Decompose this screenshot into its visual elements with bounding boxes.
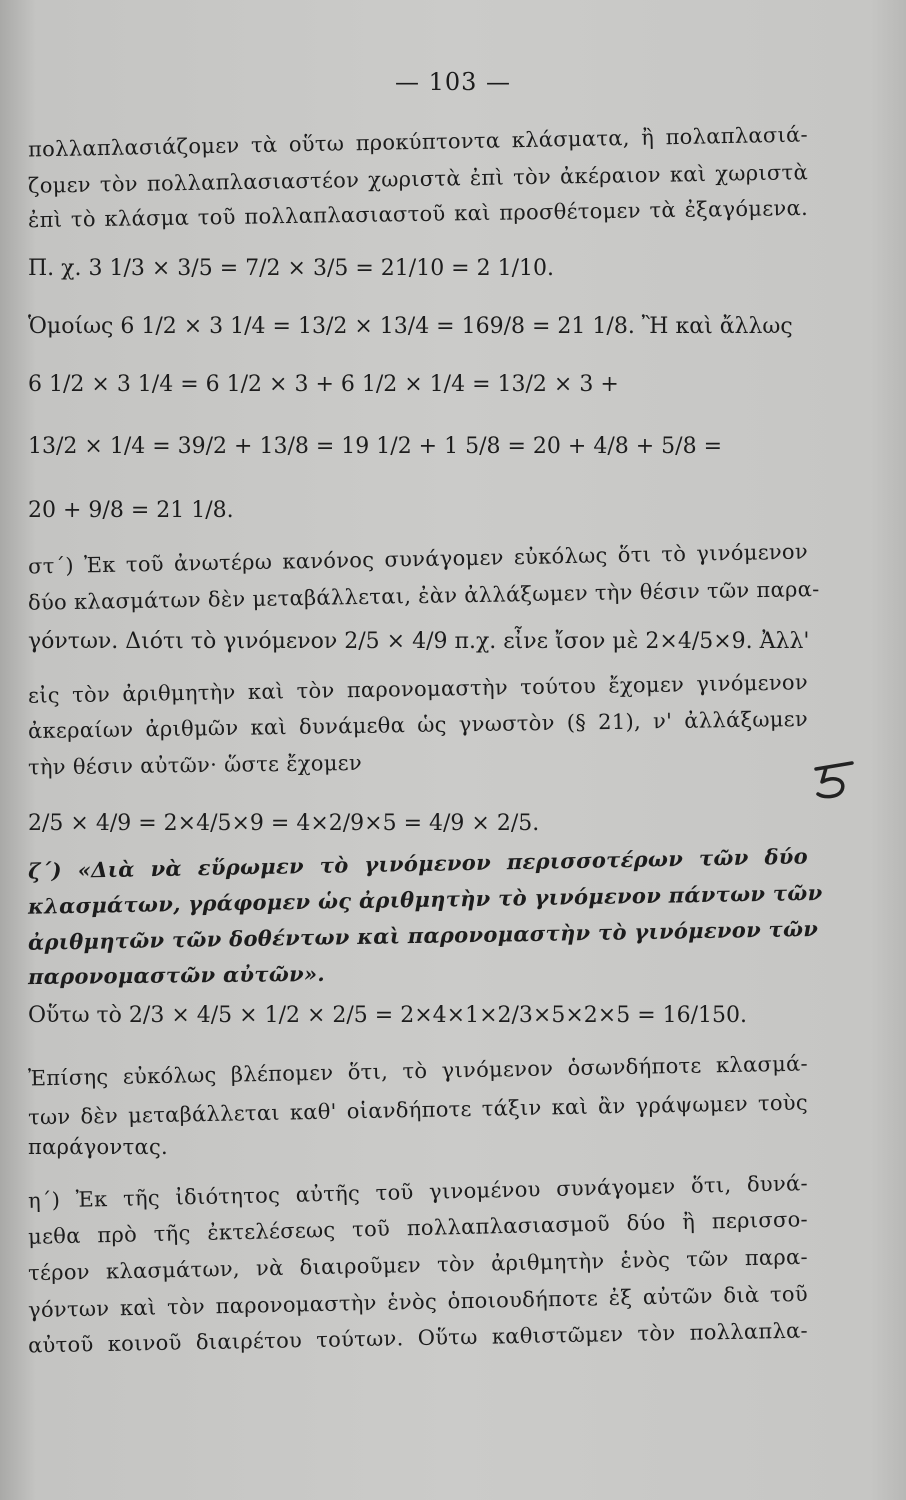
- rule-text-line: παρονομαστῶν αὐτῶν».: [27, 960, 326, 990]
- text-line: των δὲν μεταβάλλεται καθ' οἱανδήποτε τάξιν καὶ ἂν γράψωμεν τοὺς: [27, 1090, 809, 1130]
- formula-alternative-3: 20 + 9/8 = 21 1/8.: [28, 498, 234, 523]
- text-line: Ἐπίσης εὐκόλως βλέπομεν ὅτι, τὸ γινόμενον ὁσωνδήποτε κλασμά-: [27, 1051, 809, 1091]
- formula-inline-commutative: γόντων. Διότι τὸ γινόμενον 2/5 × 4/9 π.χ. εἶνε ἴσον μὲ 2×4/5×9. Ἀλλ': [28, 629, 810, 654]
- text-line: τέρον κλασμάτων, νὰ διαιροῦμεν τὸν ἀριθμητὴν ἑνὸς τῶν παρα-: [27, 1244, 809, 1286]
- formula-four-fractions: Οὕτω τὸ 2/3 × 4/5 × 1/2 × 2/5 = 2×4×1×2/3×5×2×5 = 16/150.: [28, 1003, 748, 1028]
- page-number: — 103 —: [394, 68, 512, 96]
- text-line: εἰς τὸν ἀριθμητὴν καὶ τὸν παρονομαστὴν τούτου ἔχομεν γινόμενον: [27, 670, 809, 708]
- text-line: η΄) Ἐκ τῆς ἰδιότητος αὐτῆς τοῦ γινομένου συνάγομεν ὅτι, δυνά-: [27, 1171, 809, 1213]
- text-line: στ΄) Ἐκ τοῦ ἀνωτέρω κανόνος συνάγομεν εὐκόλως ὅτι τὸ γινόμενον: [27, 539, 809, 579]
- rule-text-line: ἀριθμητῶν τῶν δοθέντων καὶ παρονομαστὴν τὸ γινόμενον τῶν: [27, 916, 819, 955]
- handwritten-margin-mark: [812, 760, 858, 800]
- text-line: αὐτοῦ κοινοῦ διαιρέτου τούτων. Οὕτω καθιστῶμεν τὸν πολλαπλα-: [27, 1318, 809, 1358]
- formula-commutative: 2/5 × 4/9 = 2×4/5×9 = 4×2/9×5 = 4/9 × 2/5.: [28, 811, 540, 836]
- text-line: ζομεν τὸν πολλαπλασιαστέον χωριστὰ ἐπὶ τὸν ἀκέραιον καὶ χωριστὰ: [27, 160, 809, 198]
- text-line: γόντων καὶ τὸν παρονομαστὴν ἑνὸς ὁποιουδήποτε ἐξ αὐτῶν διὰ τοῦ: [27, 1281, 809, 1323]
- formula-example-1: Π. χ. 3 1/3 × 3/5 = 7/2 × 3/5 = 21/10 = 2 1/10.: [28, 256, 554, 281]
- rule-text-line: κλασμάτων, γράφομεν ὡς ἀριθμητὴν τὸ γινόμενον πάντων τῶν: [27, 879, 823, 919]
- formula-alternative-2: 13/2 × 1/4 = 39/2 + 13/8 = 19 1/2 + 1 5/8 = 20 + 4/8 + 5/8 =: [28, 434, 722, 459]
- rule-text-line: ζ΄) «Διὰ νὰ εὕρωμεν τὸ γινόμενον περισσοτέρων τῶν δύο: [27, 843, 809, 884]
- text-line: πολλαπλασιάζομεν τὰ οὕτω προκύπτοντα κλάσματα, ἢ πολαπλασιά-: [27, 122, 809, 162]
- text-line: παράγοντας.: [28, 1135, 169, 1159]
- text-line: ἀκεραίων ἀριθμῶν καὶ δυνάμεθα ὡς γνωστὸν (§ 21), ν' ἀλλάξωμεν: [27, 706, 809, 744]
- text-line: ἐπὶ τὸ κλάσμα τοῦ πολλαπλασιαστοῦ καὶ προσθέτομεν τὰ ἐξαγόμενα.: [27, 195, 809, 233]
- text-line: μεθα πρὸ τῆς ἐκτελέσεως τοῦ πολλαπλασιασμοῦ δύο ἢ περισσο-: [27, 1207, 809, 1249]
- formula-likewise: Ὁμοίως 6 1/2 × 3 1/4 = 13/2 × 13/4 = 169/8 = 21 1/8. Ἢ καὶ ἄλλως: [28, 314, 793, 339]
- formula-alternative-1: 6 1/2 × 3 1/4 = 6 1/2 × 3 + 6 1/2 × 1/4 = 13/2 × 3 +: [28, 372, 619, 397]
- text-line: δύο κλασμάτων δὲν μεταβάλλεται, ἐὰν ἀλλάξωμεν τὴν θέσιν τῶν παρα-: [27, 576, 820, 615]
- text-line: τὴν θέσιν αὐτῶν· ὥστε ἔχομεν: [27, 750, 363, 780]
